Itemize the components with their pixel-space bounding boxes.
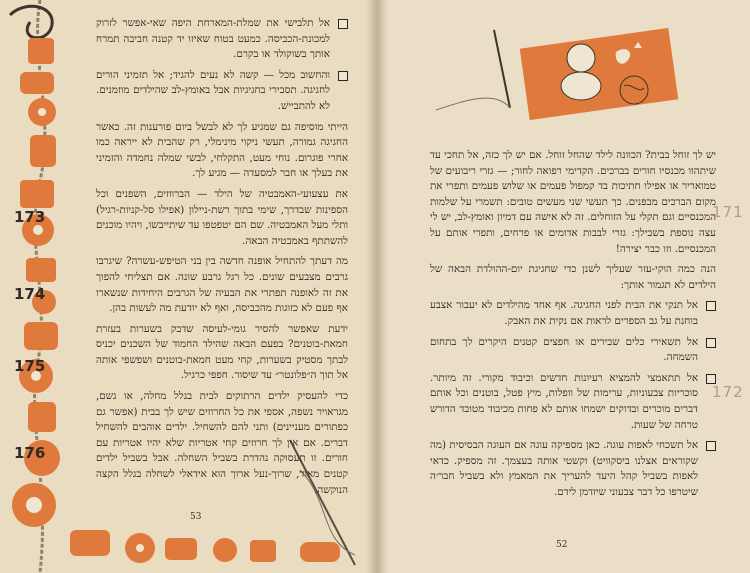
list-item: והחשוב מכל — קשה לא נעים להגיד; אל תזמיני הורים לחגיגה. תסבירי בחגיגיות אבל באומץ-לב שהילדים מוזמנים. לא להתביישׁ. <box>96 68 348 115</box>
checkbox-bullet <box>338 19 348 29</box>
right-text-column <box>430 148 716 505</box>
paragraph: הנה כמה הוקי-עזר שעליך לשנן כדי שחגיגת יום-ההולדת הבאה של הילדים לא תגמור אותך: <box>430 263 716 291</box>
checkbox-bullet <box>706 441 716 451</box>
list-item: אל תתאמצי להמציא רעיונות חדשים וכיבוד מקורי. זה מיותר. סוכריות צבעוניות, ערימות של וופלות, מיץ פטל, בוטנים וכל אותם דברים מוכרים ובדוקים ישמחו אותם לא פחות מכיבוד מטובד הדורש טרחה של שעות. <box>430 371 716 433</box>
paragraph: הייתי מוסיפה גם שמגיע לך לא לבשל ביום פורענות זה. כאשר החגיגה גמורה, תעשי ניקוי מינימלי, רק שהבית לא ייראה כמו אחרי פוגרום. נוחי מעט, התקלחי, לבשי שמלה נחמדה והזמיני את בעלך או חבר למסעדה — מגיע לך. <box>96 120 348 180</box>
paragraph: את עצעועי-האמבטיה של הילד — הברווזים, השפנים וכל הספינות שבדרך, שימי בתוך רשת-ניילון (אפילו סל-קניות-רגיל) ותלי מעל האמבטיה. שם הם יטפטפו עד שיתייבשו, ויהיו מוכנים להשתתף באמבטיה הבאה. <box>96 187 348 247</box>
tip-number: 172 <box>712 383 744 401</box>
list-item: אל תנקי את הבית לפני החגיגה. אף אחד מהילדים לא יעבור אצבע בוחנת על גב הספרים לראות אם נקית את האבק. <box>430 298 716 329</box>
checkbox-bullet <box>706 301 716 311</box>
book-gutter <box>366 0 388 573</box>
list-item: אל תשאירי כלים שבירים או חפצים קטנים היקרים לך בתחום השמחה. <box>430 335 716 366</box>
paragraph: מה דעתך להתחיל אופנה חדשה בין בני הטיפש-עשרה? שיגרבו גרבים מצבעים שונים. כל רגל גרבע שונה. אם תצליחי להפוך את זה לאופנה תפתרי את הבעיה של הגרבים היחידות שנשארו אף פעם לא כזוגות מהכביסה, ואף לא יודעת מה לעשות בהן. <box>96 255 348 315</box>
page-number: 53 <box>190 512 202 522</box>
paragraph: יש לך זוחל בבית? הכוונה לילד שהחל זוחל. אם יש לך כזה, אל תחכי עד שיתהוו מכנסיו חורים בברכים. הקדימי רפואה לחור; — גזרי ריבועים של טמואריר או אפילו חתיכות בד קמפול פעמים או שלוש פעמים ותפרי את מקום הברכים מבפנים. כך תעשי שני מעשים טובים: תשמרי על שלמות המכנסיים וגם תקלי על הזוחלים. זה לא אישה עם דמיון ואומץ-לב, יש לי עצה נוספת בשבילך: גזרי לבבות אדומים או פרחים, ותפרי אותם על המכנסיים. וזו כבר יצירה! <box>430 149 716 255</box>
checkbox-bullet <box>338 71 348 81</box>
list-item: אל תשכחי לאפות עוגה. כאן מספיקה עוגה אם העוגה הבסיסית (מה שקוראים אצלנו ביסקוויט) וקשטי אותה בעצמך. זה מספיק. כדאי לאפות בשביל קהל היעד להעריך את המאמץ ולא בשביל חבר׳ה שיטרפו כל דבר צבעוני שיזדמן לידם. <box>430 438 716 500</box>
page-number: 52 <box>556 540 568 550</box>
list-item: אל תלבישי את שמלת-המארחת היפה שאי-אפשר לזרוק למכונת-הכביסה. כמעט בטוח שאיזו יד קטנה חביבה תמרח אותך בשוקולד או בקרם. <box>96 16 348 63</box>
tip-number: 174 <box>14 285 46 303</box>
right-page <box>376 0 750 573</box>
tip-number: 173 <box>14 208 46 226</box>
tip-number: 171 <box>712 203 744 221</box>
paragraph: ידעת שאפשר להסיר גומי-לעיסה שדבק בשערות בעזרת חמאת-בוטנים? בפעם הבאה שהילד החמוד של השכנים יכניס לבתך מסטיק בשערות, קחי מעט חמאת-בוטנים ושפשפי אותה אל תוך ה״פלונטר״ עד שיסור. חפפי כרגיל. <box>96 322 348 382</box>
paragraph: כדי להעסיק ילדים הרתוקים לבית בגלל מחלה, או גשם, מגראויר נשפה, אספי את כל החרוזים שיש לך בבית (אפשר גם כפתורים מעניינים) ותני להם להשחיל. ילדים אוהבים להשחיל דברים. אם אין לך חרוזים קחי אטריות שלא יהיו אטריות עם חורים. זו תעסוקה נהדרת בשביל השחלה. אבל בשביל ילדים קטנים מאוד, שרוך-נעל ארוך הוא אידאלי לשחלה בגלל הקצה הנוקשה. <box>96 390 348 496</box>
tip-number: 176 <box>14 444 46 462</box>
left-text-column <box>96 16 348 503</box>
tip-number: 175 <box>14 357 46 375</box>
checkbox-bullet <box>706 338 716 348</box>
